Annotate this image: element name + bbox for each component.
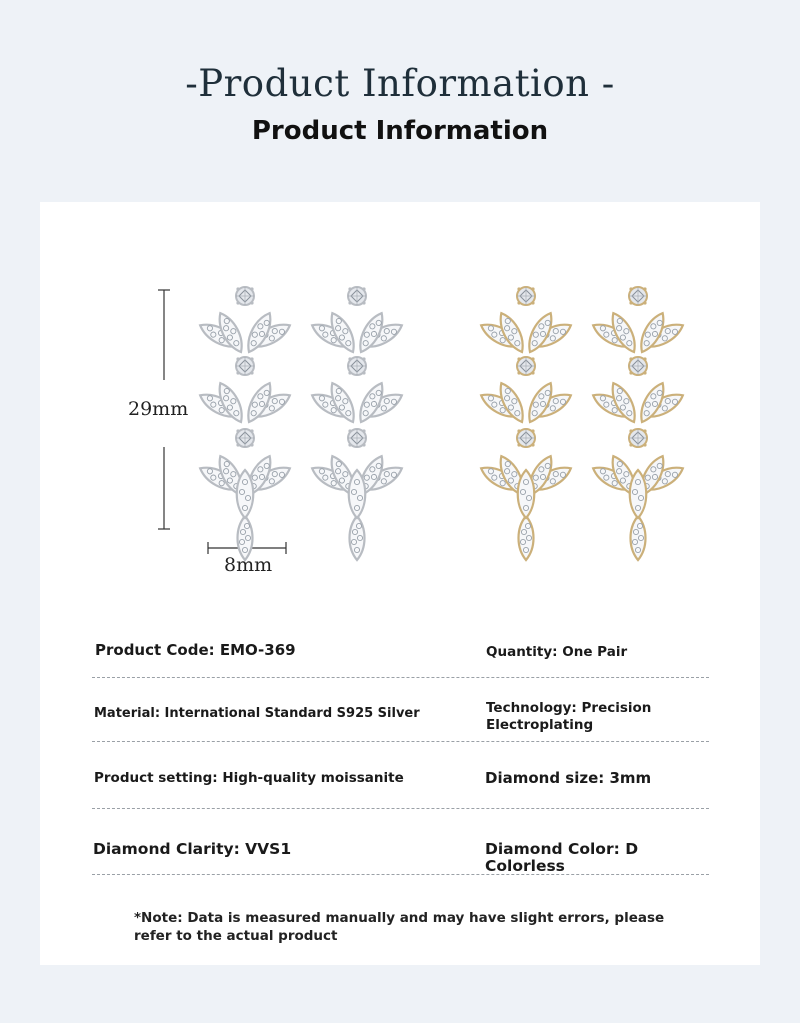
material: Material: International Standard S925 Silver xyxy=(94,706,420,721)
diamond-clarity: Diamond Clarity: VVS1 xyxy=(93,840,292,858)
spec-row-3 xyxy=(92,742,709,809)
product-code: Product Code: EMO-369 xyxy=(95,641,296,659)
spec-row-2 xyxy=(92,678,709,742)
width-label: 8mm xyxy=(224,554,273,576)
height-label: 29mm xyxy=(128,398,189,420)
gold-earring-right xyxy=(590,287,687,560)
diamond-size: Diamond size: 3mm xyxy=(485,769,652,787)
page-title-serif: -Product Information - xyxy=(185,62,615,105)
product-setting: Product setting: High-quality moissanite xyxy=(94,770,404,786)
technology: Technology: Precision Electroplating xyxy=(486,700,652,733)
silver-earring-left xyxy=(197,287,294,560)
measurement-note: *Note: Data is measured manually and may have slight errors, please refer to the actual product xyxy=(134,910,665,944)
quantity: Quantity: One Pair xyxy=(486,644,628,660)
product-info-card xyxy=(40,202,760,965)
spec-row-4 xyxy=(92,809,709,875)
gold-earring-left xyxy=(478,287,575,560)
page-title-bold: Product Information xyxy=(251,116,549,146)
diamond-color: Diamond Color: D Colorless xyxy=(485,840,639,875)
spec-row-1 xyxy=(92,627,709,678)
silver-earring-right xyxy=(309,287,406,560)
